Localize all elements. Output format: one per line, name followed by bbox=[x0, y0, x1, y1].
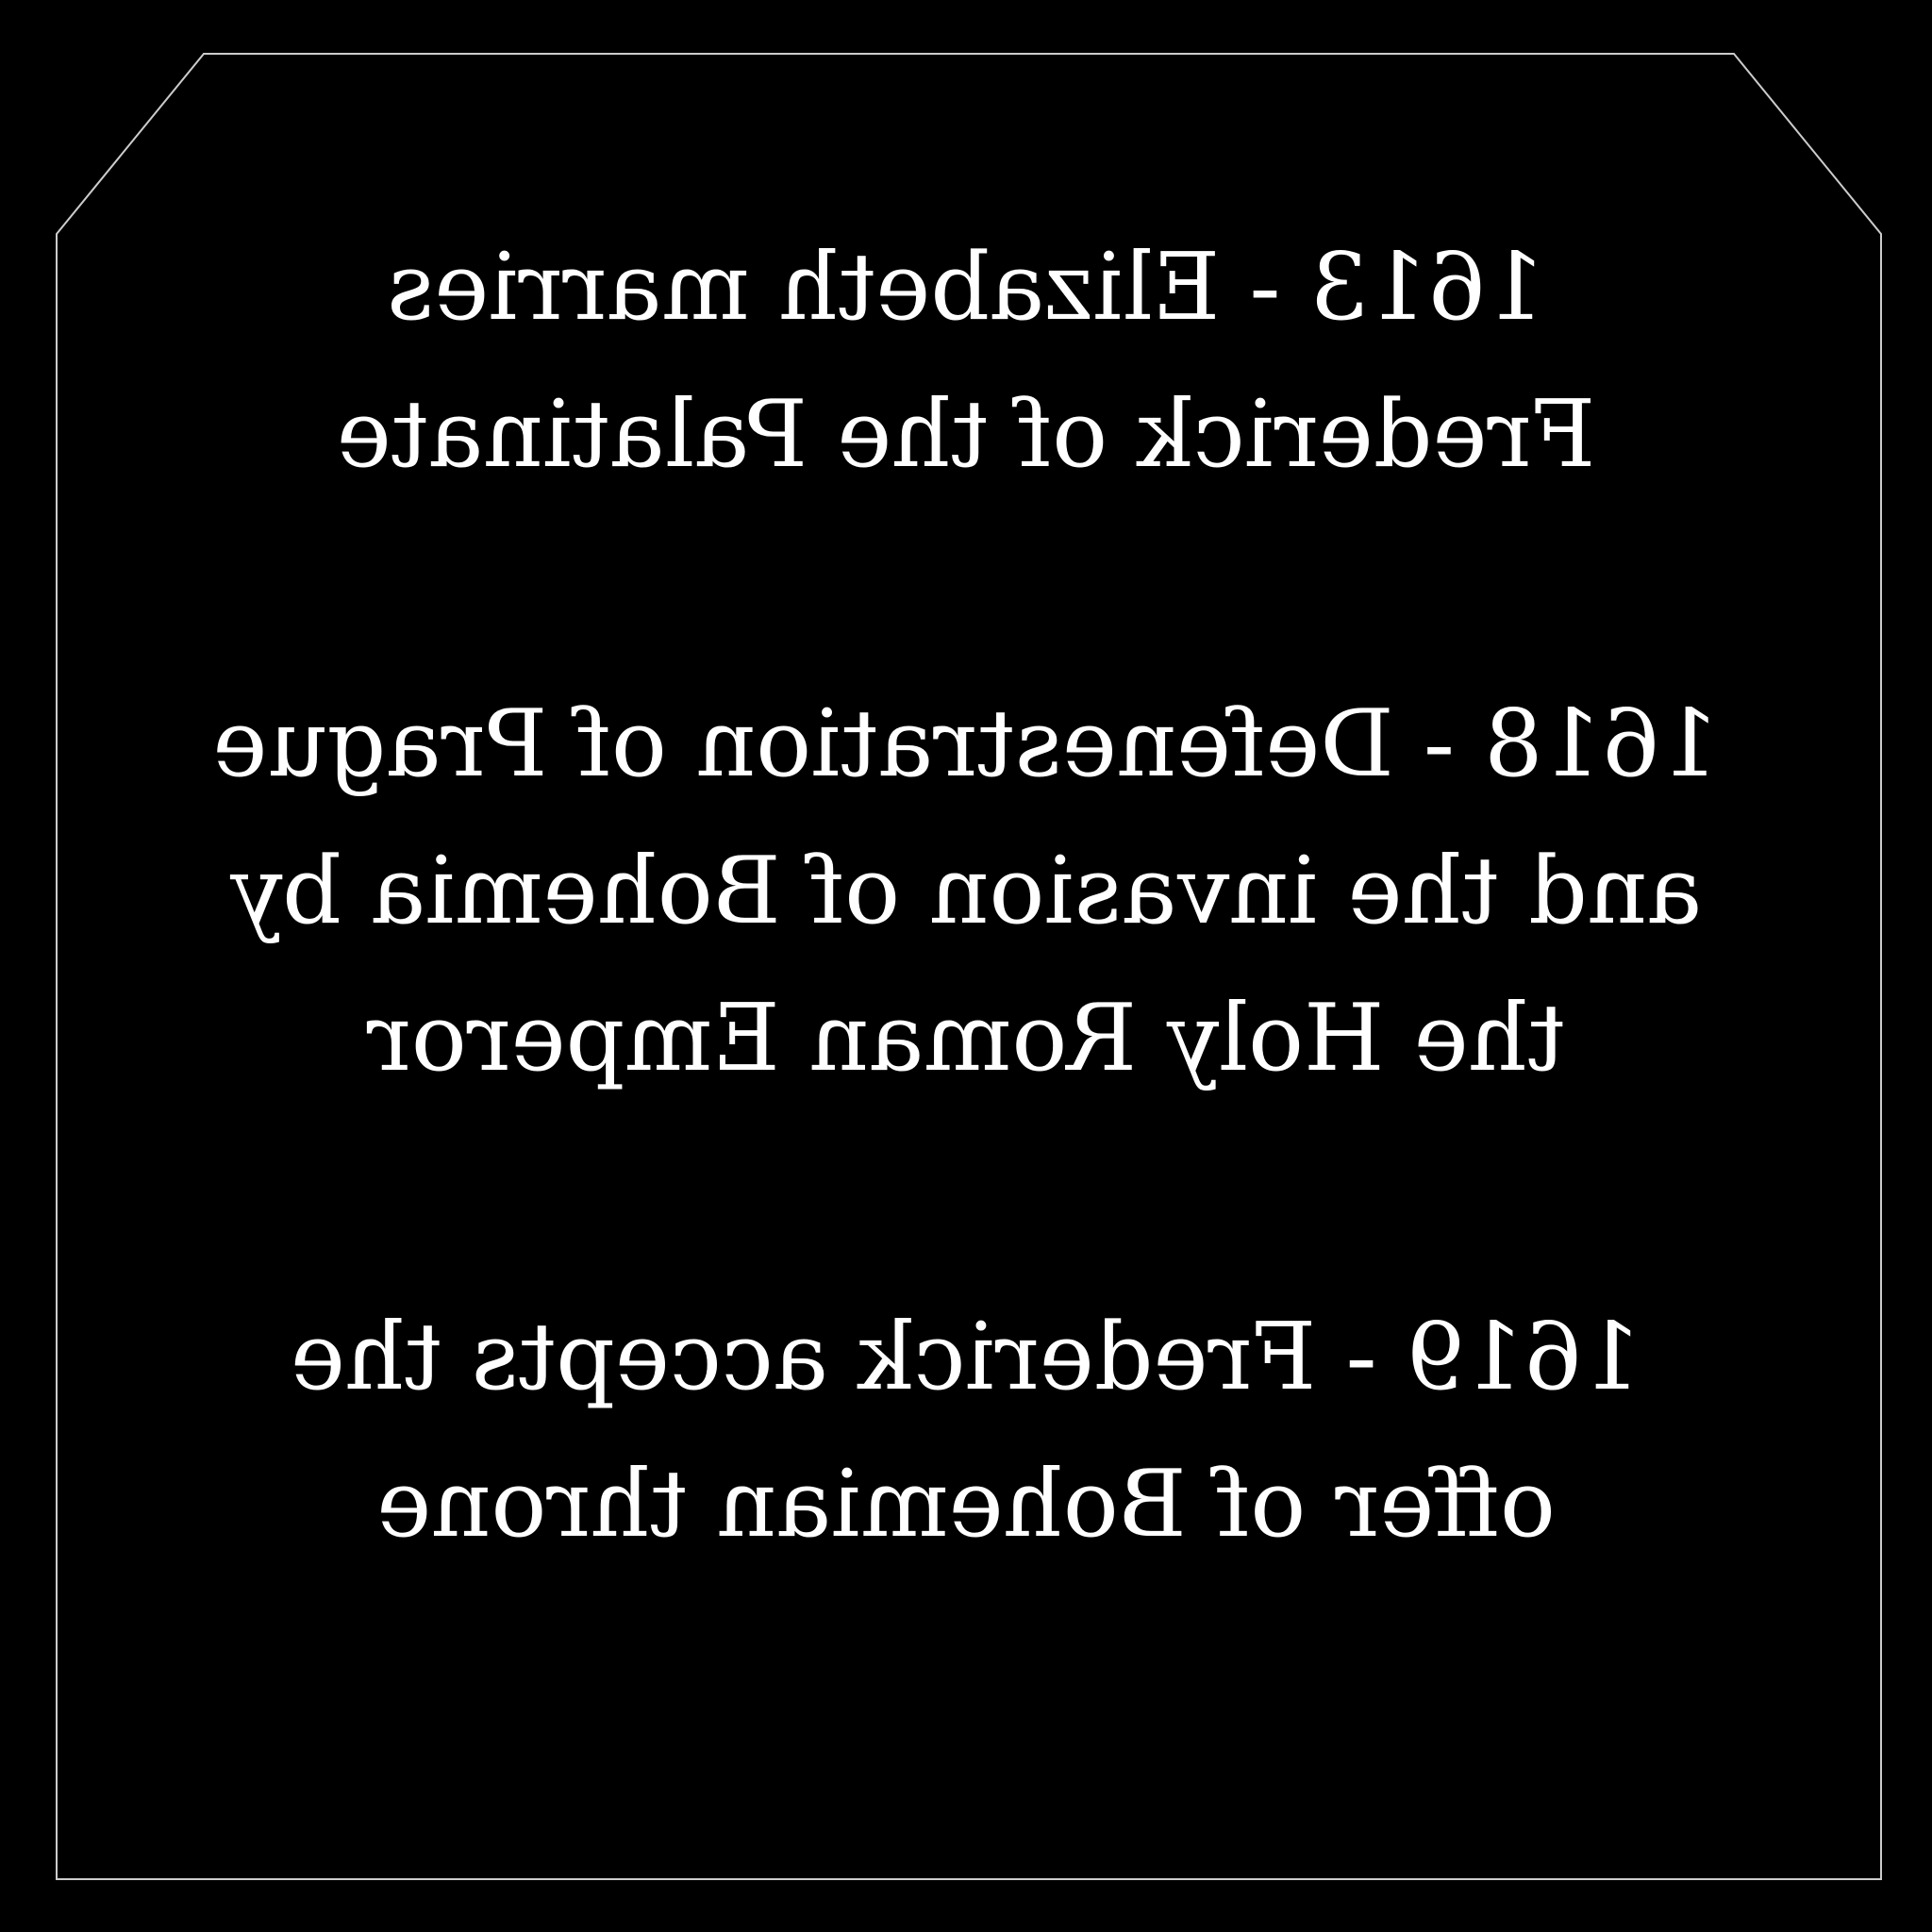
entry-1619-line-2: offer of Bohemian throne bbox=[376, 1451, 1556, 1558]
entry-1613-line-2: Frederick of the Palatinate bbox=[336, 381, 1596, 489]
entry-1613-line-1: 1613 - Elizabeth marries bbox=[386, 234, 1546, 341]
entry-1618-line-3: the Holy Roman Emperor bbox=[366, 985, 1566, 1092]
entry-1618-line-1: 1618 - Defenestration of Prague bbox=[212, 691, 1720, 798]
entry-1618-line-2: and the invasion of Bohemia by bbox=[229, 838, 1703, 945]
entry-1619-line-1: 1619 - Frederick accepts the bbox=[290, 1304, 1642, 1411]
